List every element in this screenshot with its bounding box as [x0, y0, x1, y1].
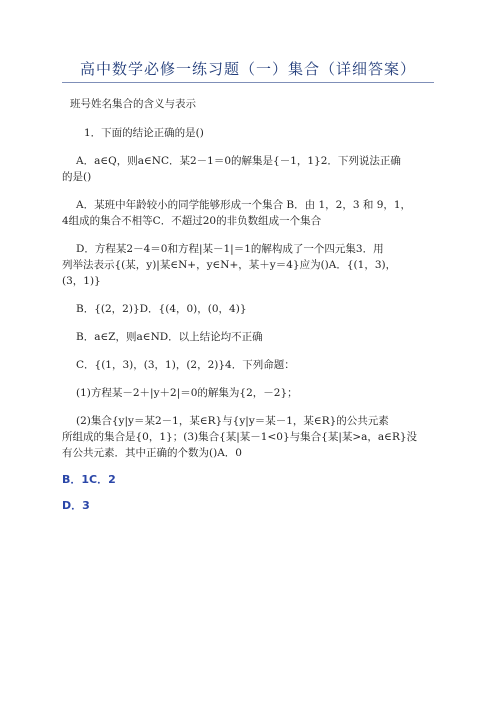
- text-line: 的是(): [62, 171, 92, 183]
- text-line: B．a∈Z，则a∈ND．以上结论均不正确: [76, 331, 263, 343]
- text-line: B．{(2，2)}D．{(4，0)，(0，4)}: [76, 303, 247, 315]
- text-line: 所组成的集合是{0，1}；(3)集合{某|某－1<0}与集合{某|某>a，a∈R}没: [62, 431, 418, 443]
- text-line: (1)方程某－2＋|y＋2|＝0的解集为{2，－2}；: [76, 387, 298, 399]
- text-line: D．方程某2－4＝0和方程|某－1|＝1的解构成了一个四元集3．用: [76, 243, 384, 255]
- answer-line: D．3: [62, 499, 90, 512]
- class-name-heading: 班号姓名集合的含义与表示: [70, 98, 196, 110]
- document-title: 高中数学必修一练习题（一）集合（详细答案）: [79, 60, 416, 78]
- question-1: 1．下面的结论正确的是(): [84, 127, 204, 139]
- text-line: (3，1)}: [62, 275, 101, 287]
- text-line: 4组成的集合不相等C．不超过20的非负数组成一个集合: [62, 215, 322, 227]
- text-line: (2)集合{y|y＝某2－1，某∈R}与{y|y＝某－1，某∈R}的公共元素: [76, 415, 389, 427]
- text-line: A．a∈Q，则a∈NC．某2－1＝0的解集是{－1，1}2．下列说法正确: [76, 155, 401, 167]
- text-line: 列举法表示{(某，y)|某∈N+，y∈N+，某＋y＝4}应为()A．{(1，3)，: [62, 259, 397, 271]
- text-line: C．{(1，3)，(3，1)，(2，2)}4．下列命题：: [76, 359, 295, 371]
- title-underline: [62, 82, 434, 83]
- text-line: A．某班中年龄较小的同学能够形成一个集合 B．由 1，2，3 和 9，1，: [76, 199, 412, 211]
- text-line: 有公共元素．其中正确的个数为()A．0: [62, 447, 242, 459]
- answer-line: B．1C．2: [62, 473, 116, 486]
